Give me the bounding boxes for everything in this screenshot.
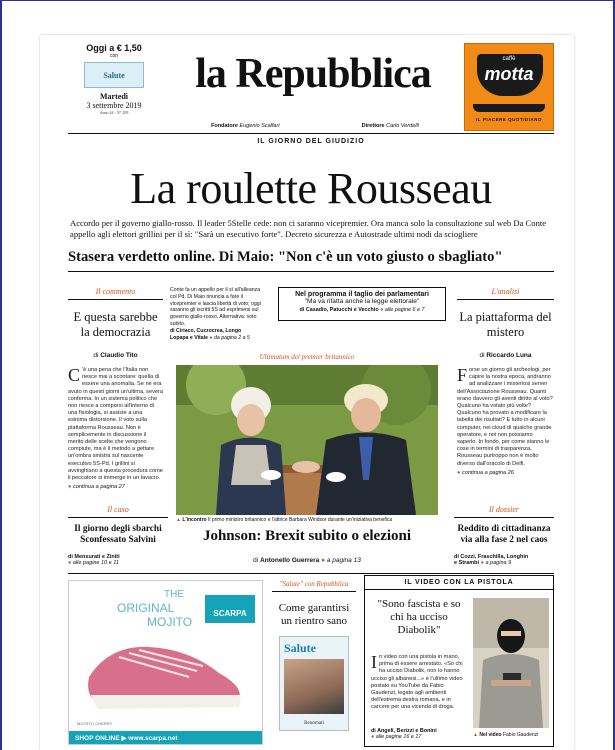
salute-kicker: "Salute" con Repubblica (279, 580, 349, 588)
photo-illustration (176, 365, 438, 515)
video-quote: "Sono fascista e so chi ha ucciso Diabolik" (377, 598, 461, 636)
masked-man-illustration (473, 598, 549, 728)
motta-ad[interactable] (464, 43, 554, 131)
salute-title: Come garantirsi un rientro sano (278, 602, 350, 627)
scarpa-logo: SCARPA (205, 595, 255, 623)
price-label: Oggi a € 1,50 (86, 43, 142, 53)
scarpa-shop-link[interactable]: SHOP ONLINE ▶ www.scarpa.net (69, 731, 262, 744)
programma-byline: di Casadio, Patucchi e Vecchio ● alle pagine 6 e 7 (299, 307, 425, 313)
divider (457, 299, 554, 300)
divider (272, 591, 356, 592)
photo-story-kicker: Ultimatum del premier britannico (259, 353, 355, 361)
dropcap: F (457, 365, 468, 385)
ad-line-3: MOJITO (147, 615, 193, 629)
lead-summary: Accordo per il governo giallo-rosso. Il leader 5Stelle cede: non ci saranno vicepremier. Ora manca solo la consultazione sul web Da Conte appello agli elettori grillini per il sì: "Sarà un esecutivo forte". Decreto sicurezza e Autostrade ultimi nodi da sciogliere (70, 218, 547, 239)
issue-date: 3 settembre 2019 (86, 101, 142, 110)
commento-title[interactable]: E questa sarebbe la democrazia (73, 310, 158, 339)
video-box[interactable] (364, 575, 554, 747)
analisi-continue-link[interactable]: ● continua a pagina 26 (457, 469, 514, 476)
mid-brief-text: Conte fa un appello per il sì all'alleanza col Pd. Di Maio rinuncia a fare il vicepremier e lascia libertà di voto; oggi saranno gli iscritti 5S ad esprimersi sul governo giallo-rosso. Alternativa: voto subito. (170, 287, 261, 327)
cup-saucer-icon (473, 104, 545, 112)
video-photo-caption: ▲ Nel video Fabio Gaudenzi (473, 732, 539, 738)
divider (68, 573, 554, 574)
ad-brand-text: motta (484, 64, 534, 84)
lead-headline[interactable]: La roulette Rousseau (130, 164, 492, 213)
newspaper-logo: la Repubblica (195, 51, 431, 97)
ad-fine-print: MOJITO | CHERRY (77, 721, 113, 726)
director-credit: Direttore Carlo Verdelli (361, 123, 419, 129)
commento-byline: di Claudio Tito (93, 352, 138, 359)
analisi-byline: di Riccardo Luna (479, 352, 532, 359)
video-byline: di Angeli, Berizzi e Bonini ● alle pagine 16 e 17 (371, 728, 437, 740)
dropcap: C (68, 365, 81, 385)
salute-feature[interactable] (272, 580, 356, 745)
issue-day: Martedì (100, 92, 128, 101)
divider (68, 517, 168, 518)
johnson-headline[interactable]: Johnson: Brexit subito o elezioni (202, 528, 412, 544)
dossier-title[interactable]: Reddito di cittadinanza via alla fase 2 nel caos (457, 524, 551, 545)
video-header: IL VIDEO CON LA PISTOLA (365, 576, 553, 590)
divider (68, 271, 554, 272)
divider (454, 517, 554, 518)
caso-byline: di Mensurati e Ziniti ● alle pagine 10 e 11 (68, 554, 120, 566)
analisi-column (457, 287, 554, 476)
caso-label: Il caso (107, 505, 129, 514)
caso-column (68, 505, 168, 566)
analisi-body: Forse un giorno gli archeologi, per capire la nostra epoca, andranno ad analizzare i misteriosi server dell'Associazione Rousseau. Quanti erano davvero gli aventi diritto al voto? Qualcuno ha votato più volte? Qualcuno ha provato a modificare la tabella dei risultati? E tutto in alcuni computer, nei cloud di qualche grande operatore, e noi non possiamo saperlo. In fondo, per come stanno le cose in termini di trasparenza, Rousseau purtroppo non è molto diverso dall'oracolo di Delfi. (457, 365, 553, 467)
lead-kicker: IL GIORNO DEL GIUDIZIO (257, 138, 365, 145)
salute-mag-foot: Benornati (304, 721, 324, 726)
supplement-name: Salute (103, 71, 125, 80)
programma-quote: "Ma va rifatta anche la legge elettorale" (304, 298, 420, 305)
mid-brief-authors-2: Lopapa e Vitale ● da pagina 2 a 5 (170, 334, 250, 341)
mid-brief-authors: di Ciriaco, Cuzzocrea, Longo (170, 327, 242, 334)
video-body: In video con una pistola in mano, prima di essere arrestato. «So chi ha ucciso Diabolik, non lo hanno ucciso gli albanesi...» è l'ultimo video postato su YouTube da Fabio Gaudenzi, legato agli ambienti dell'estrema destra romana, e in carcere per una vicenda di droga. (371, 652, 463, 711)
analisi-title[interactable]: La piattaforma del mistero (459, 310, 552, 339)
photo-caption: ▲ L'incontro Il primo ministro britannico e l'attrice Barbara Windsor durante un'iniziativa benefica (176, 517, 393, 523)
ad-tagline: IL PIACERE QUOTIDIANO (476, 117, 542, 122)
dossier-byline: di Cozzi, Fraschilla, Longhin e Strambi ● a pagina 9 (454, 554, 529, 566)
commento-body: C 'è una pena che l'Italia non riesce mai a scontare: quella di essere una anomalia. Se ne era avuto in questi giorni un'ultima, severa conferma. In un sistema politico che non riesce a comporsi all'interno di una fisiologia, si assiste a una esinima distorsione. Il voto sulla piattaforma Rousseau. Non è semplicemente in discussione il merito delle scelte che vengono compiute, ma è il metodo a gettare un'ombra sinistra sul nascente esecutivo 5S-Pd. I grillini si avvinghiano a questa procedura come il peccatore si immerge in un lavacro. (68, 365, 163, 482)
commento-continue-link[interactable]: ● continua a pagina 27 (68, 484, 125, 491)
founder-credit: Fondatore Eugenio Scalfari (211, 123, 280, 129)
dossier-column (454, 505, 554, 566)
ad-line-2: ORIGINAL (117, 601, 175, 615)
ad-caffe-text: caffè (502, 56, 516, 62)
caso-title[interactable]: Il giorno degli sbarchi Sconfessato Salvini (74, 524, 162, 545)
supplement-thumbnail[interactable] (84, 62, 144, 88)
johnson-byline: di Antonello Guerrera ● a pagina 13 (253, 557, 361, 564)
newspaper-page (40, 35, 574, 750)
masthead-credits (170, 123, 460, 129)
cover-image (284, 659, 344, 714)
issue-number: Anno 44 - N° 209 (99, 110, 129, 115)
lead-subhead[interactable]: Stasera verdetto online. Di Maio: "Non c'è un voto giusto o sbagliato" (68, 249, 503, 265)
divider (68, 133, 554, 134)
salute-magazine-cover (279, 636, 349, 731)
salute-mag-title: Salute (284, 641, 317, 655)
analisi-label: L'analisi (491, 287, 520, 296)
commento-column (68, 287, 163, 490)
dropcap: I (371, 652, 377, 672)
ad-line-1: THE (164, 589, 184, 600)
price-box (68, 43, 160, 113)
johnson-photo[interactable] (176, 365, 438, 515)
shoe-icon (79, 637, 249, 717)
divider (68, 299, 163, 300)
gaudenzi-photo[interactable] (473, 598, 549, 728)
price-note: con (109, 53, 119, 59)
programma-box[interactable] (278, 287, 446, 321)
commento-label: Il commento (95, 287, 136, 296)
scarpa-ad[interactable] (68, 580, 263, 745)
programma-title: Nel programma il taglio dei parlamentari (295, 291, 429, 298)
mid-brief (170, 287, 266, 341)
dossier-label: Il dossier (489, 505, 519, 514)
